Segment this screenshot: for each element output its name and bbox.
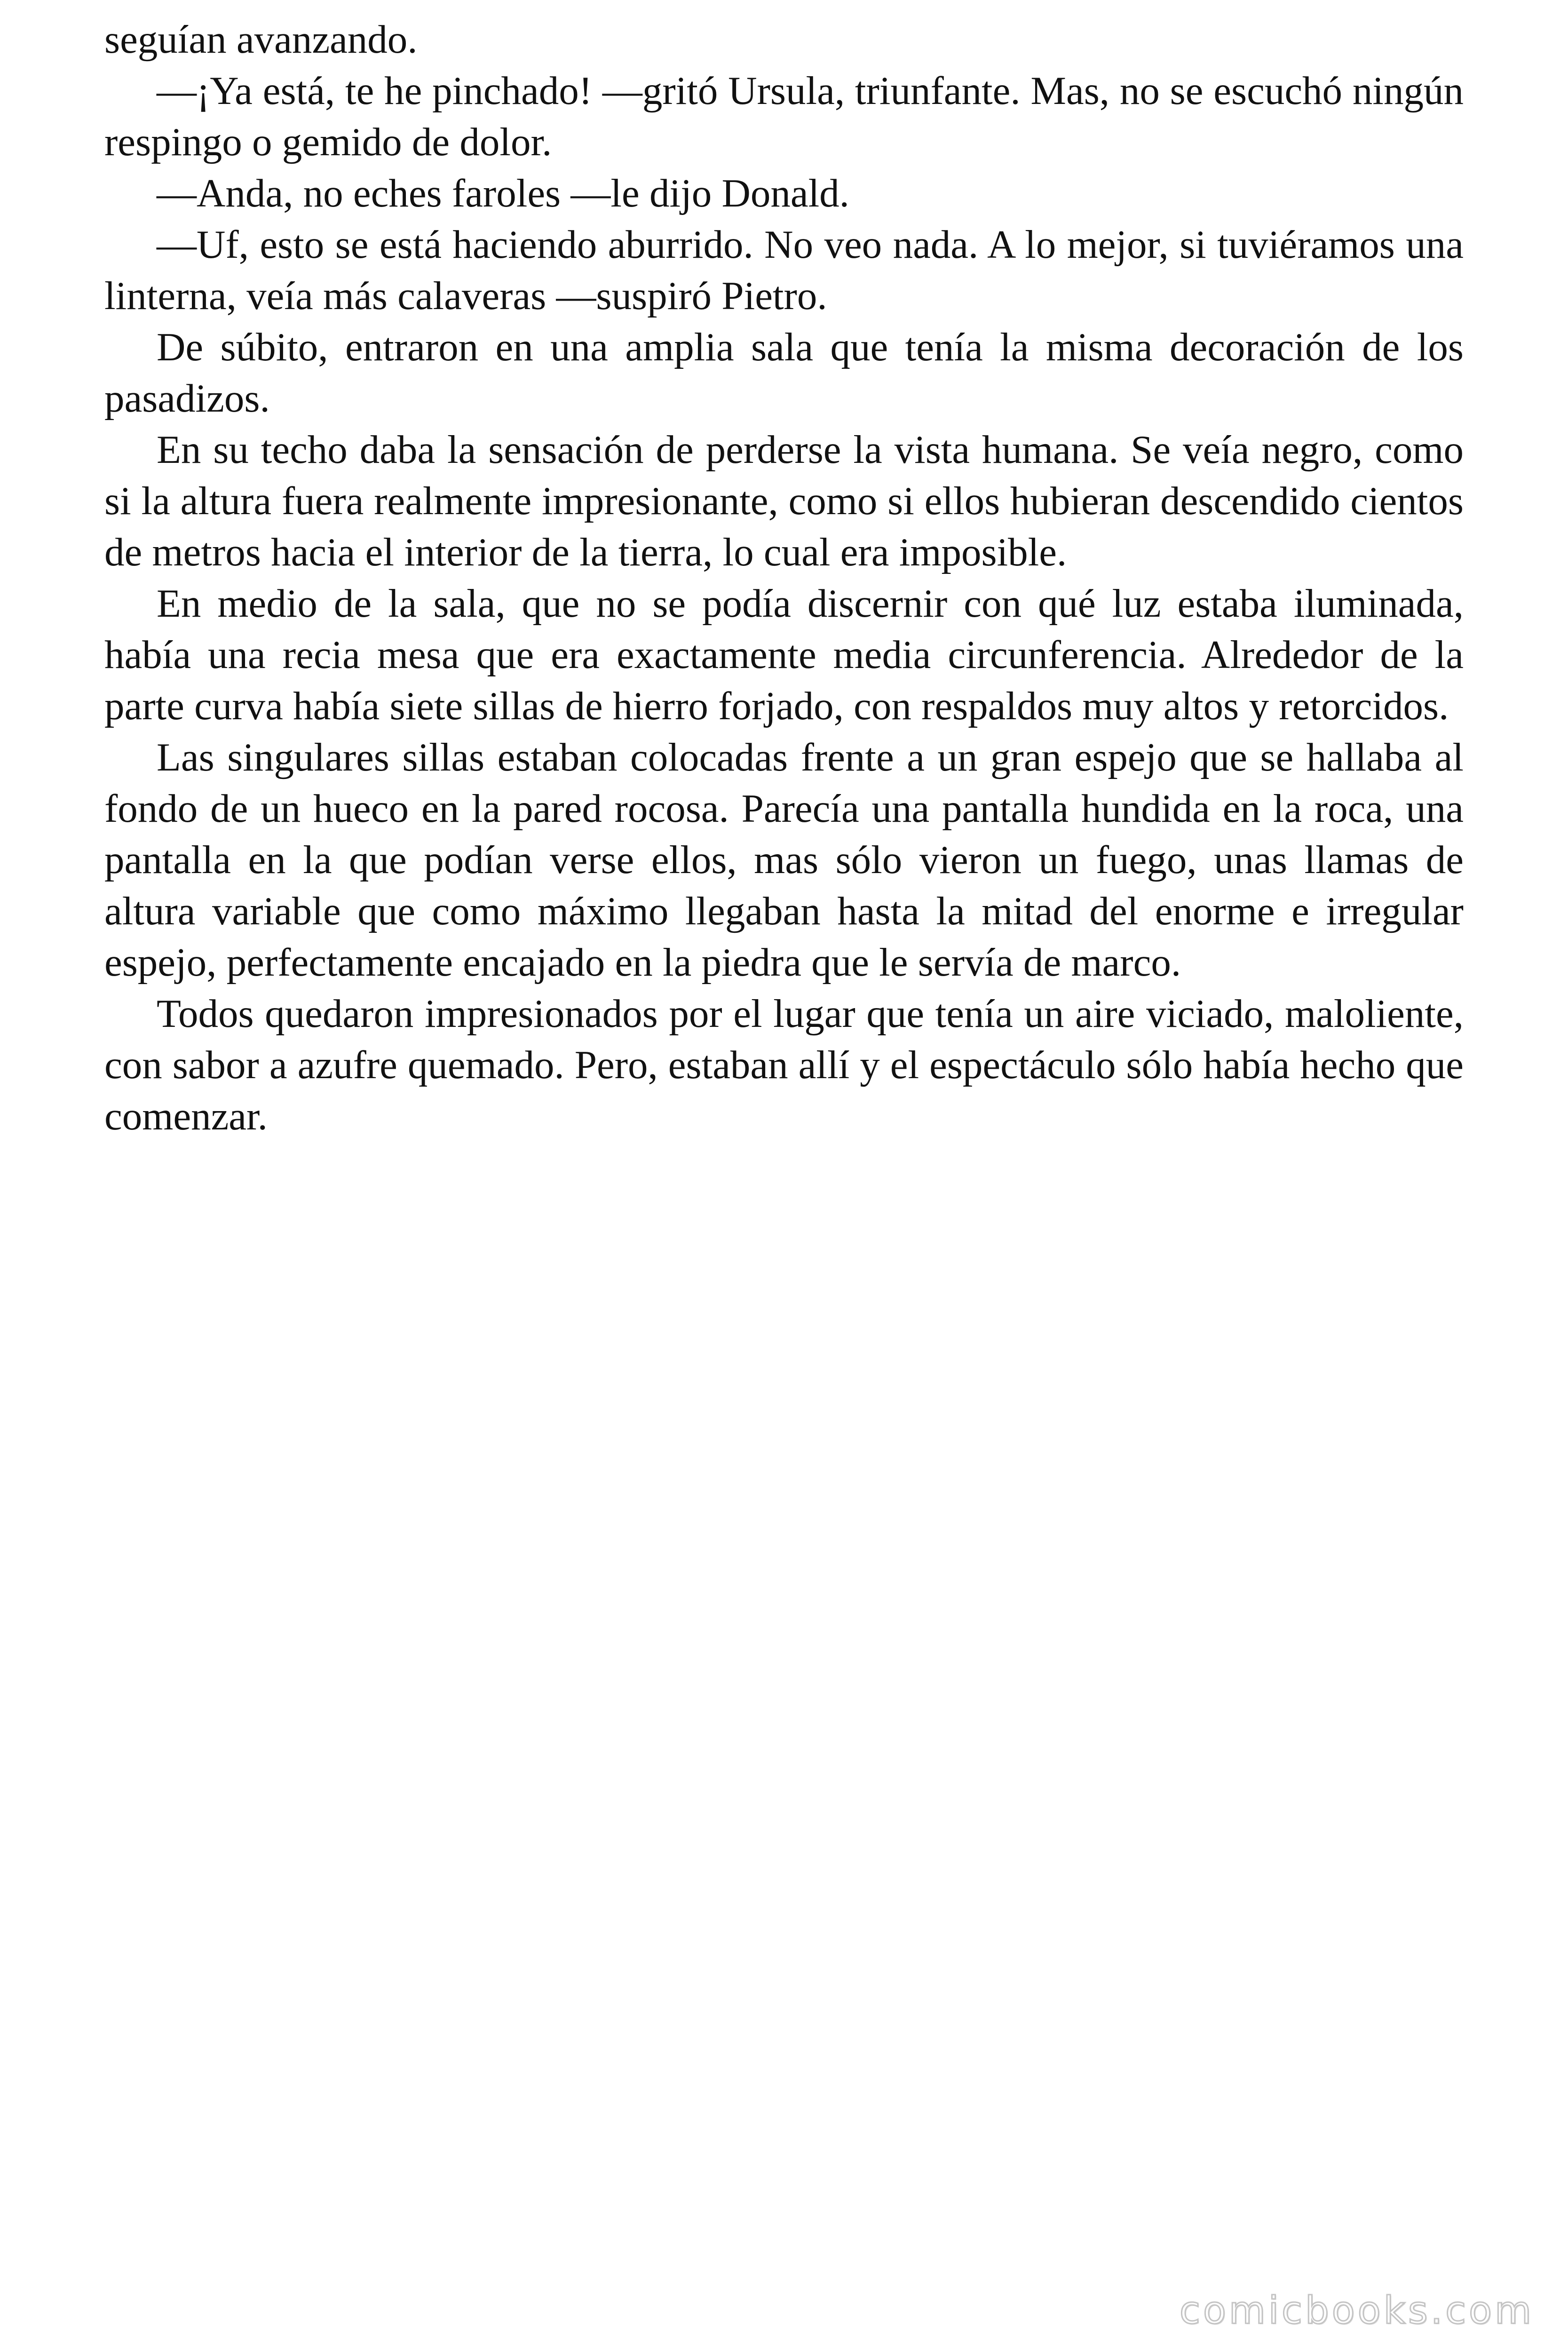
watermark: comicbooks.com [1179, 2288, 1534, 2332]
paragraph-7: En medio de la sala, que no se podía discernir con qué luz estaba iluminada, había una recia mesa que era exactamente media circunferencia. Alrededor de la parte curva había siete sillas de hierro forjado, con respaldos muy altos y retorcidos. [104, 581, 1464, 728]
paragraph-3: —Anda, no eches faroles —le dijo Donald. [157, 171, 849, 215]
paragraph-5: De súbito, entraron en una amplia sala que tenía la misma decoración de los pasadizos. [104, 325, 1464, 421]
paragraph-6: En su techo daba la sensación de perderse la vista humana. Se veía negro, como si la altura fuera realmente impresionante, como si ellos hubieran descendido cientos de metros hacia el interior de la tierra, lo cual era imposible. [104, 428, 1464, 574]
paragraph-1: seguían avanzando. [104, 17, 418, 62]
paragraph-4: —Uf, esto se está haciendo aburrido. No veo nada. A lo mejor, si tuviéramos una linterna, veía más calaveras —suspiró Pietro. [104, 222, 1464, 318]
paragraph-9: Todos quedaron impresionados por el lugar que tenía un aire viciado, maloliente, con sabor a azufre quemado. Pero, estaban allí y el espectáculo sólo había hecho que comenzar. [104, 992, 1464, 1138]
body-text [104, 14, 1464, 1142]
paragraph-8: Las singulares sillas estaban colocadas frente a un gran espejo que se hallaba al fondo de un hueco en la pared rocosa. Parecía una pantalla hundida en la roca, una pantalla en la que podían verse ellos, mas sólo vieron un fuego, unas llamas de altura variable que como máximo llegaban hasta la mitad del enorme e irregular espejo, perfectamente encajado en la piedra que le servía de marco. [104, 735, 1464, 985]
paragraph-2: —¡Ya está, te he pinchado! —gritó Ursula, triunfante. Mas, no se escuchó ningún respingo o gemido de dolor. [104, 69, 1464, 164]
